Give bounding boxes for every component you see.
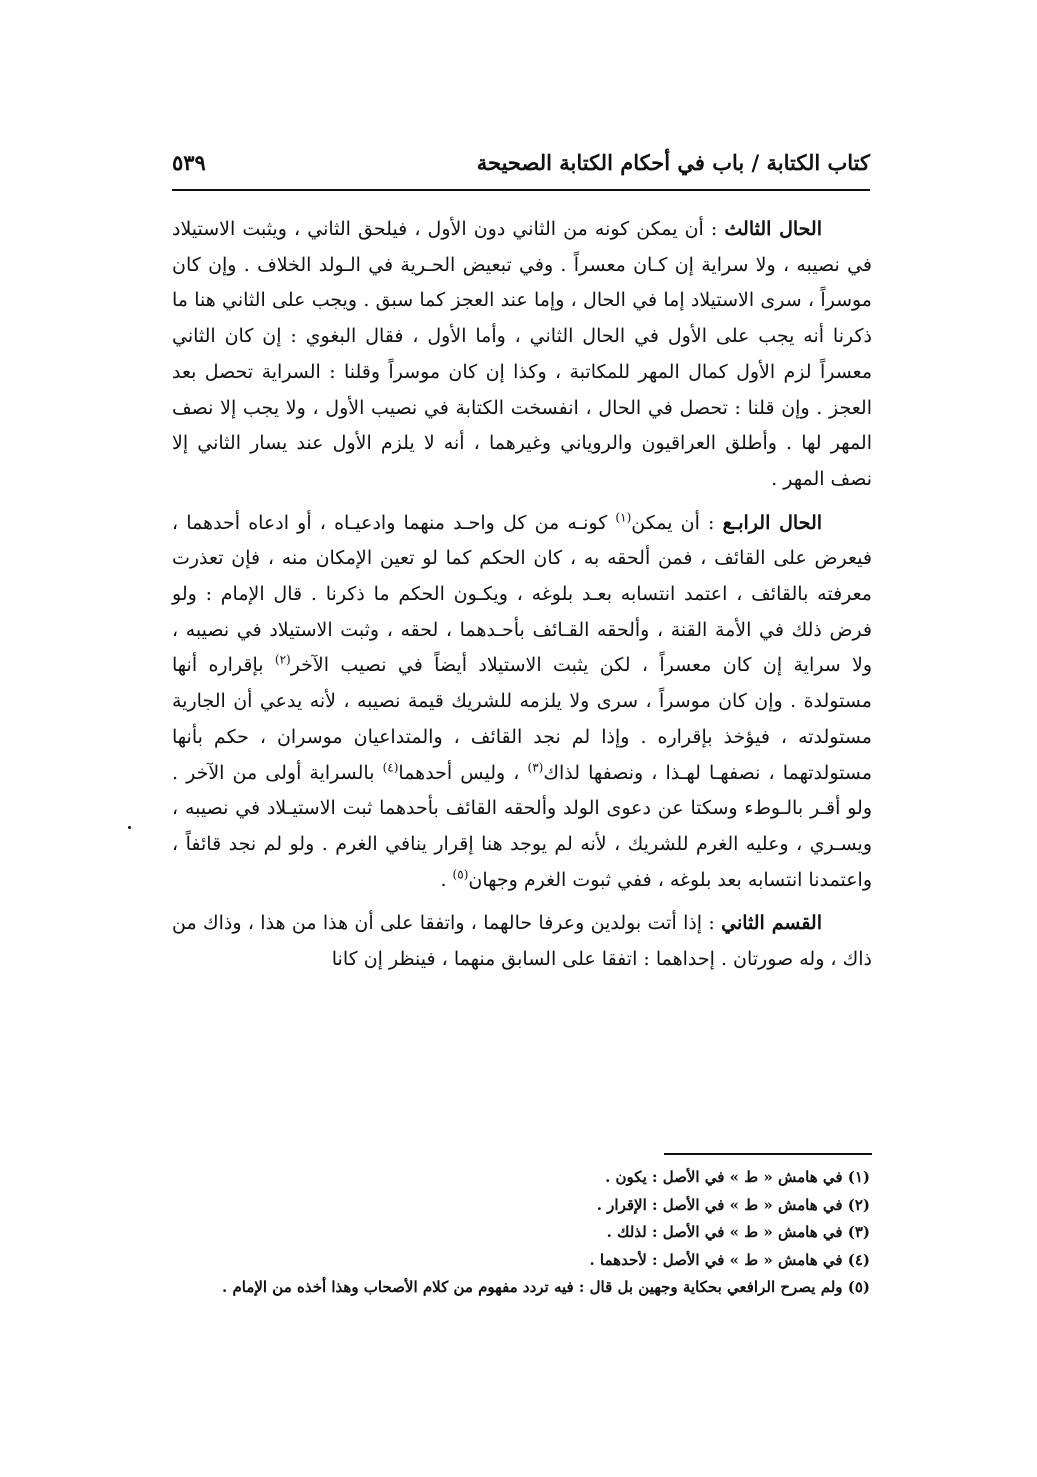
paragraph-text: بإقراره أنها مستولدة . وإن كان موسراً ، سرى ولا يلزمه للشريك قيمة نصيبه ، لأنه يدعي أن الجارية مستولدته ، فيؤخذ بإقراره . وإذا لم نجد القائف ، والمتداعيان موسران ، حكم بأنها مستولدتهما ، نصفهـا لهـذا ، ونصفها لذاك bbox=[172, 654, 872, 784]
paragraph-text: : إذا أتت بولدين وعرفا حالهما ، واتفقا على أن هذا من هذا ، وذاك من ذاك ، وله صورتان . إحداهما : اتفقا على السابق منهما ، فينظر إن كانا bbox=[172, 912, 872, 971]
paragraph-third-case bbox=[172, 212, 872, 498]
footnote-2: (٢) في هامش « ط » في الأصل : الإقرار . bbox=[596, 1195, 870, 1214]
footnotes bbox=[160, 1164, 870, 1302]
footnote-divider bbox=[664, 1153, 872, 1155]
footnote-4: (٤) في هامش « ط » في الأصل : لأحدهما . bbox=[589, 1250, 870, 1269]
footnote-ref: (٥) bbox=[452, 867, 469, 882]
paragraph-fourth-case bbox=[172, 506, 872, 899]
header-divider bbox=[172, 189, 870, 191]
footnote-ref: (٢) bbox=[274, 653, 291, 668]
paragraph-label: الحال الثالث bbox=[724, 218, 823, 240]
paragraph-text: : أن يمكن bbox=[631, 511, 723, 534]
footnote-ref: (١) bbox=[615, 510, 632, 525]
footnote-5: (٥) ولم يصرح الرافعي بحكاية وجهين بل قال : فيه تردد مفهوم من كلام الأصحاب وهذا أخذه من الإمام . bbox=[222, 1278, 870, 1297]
paragraph-text: بالسراية أولى من الآخر . ولو أقـر بالـوطء وسكتا عن دعوى الولد وألحقه القائف بأحدهما ثبت الاستيـلاد في نصيبه ، ويسـري ، وعليه الغرم للشريك ، لأنه لم يوجد هنا إقرار ينافي الغرم . ولو لم نجد قائفاً ، واعتمدنا انتسابه بعد بلوغه ، ففي ثبوت الغرم وجهان bbox=[172, 761, 872, 891]
paragraph-second-section bbox=[172, 906, 872, 977]
paragraph-label: القسم الثاني bbox=[721, 912, 823, 935]
page-number: ٥٣٩ bbox=[172, 150, 206, 175]
footnote-1: (١) في هامش « ط » في الأصل : يكون . bbox=[605, 1168, 870, 1186]
paragraph-text: . bbox=[440, 868, 453, 891]
paragraph-label: الحال الرابـع bbox=[722, 511, 823, 534]
footnote-ref: (٤) bbox=[382, 760, 399, 775]
main-text bbox=[172, 212, 872, 986]
footnote-ref: (٣) bbox=[527, 760, 544, 775]
chapter-title: كتاب الكتابة / باب في أحكام الكتابة الصحيحة bbox=[476, 150, 870, 175]
footnote-3: (٣) في هامش « ط » في الأصل : لذلك . bbox=[606, 1223, 870, 1242]
paragraph-text: ، وليس أحدهما bbox=[398, 761, 528, 784]
running-header bbox=[172, 150, 870, 190]
paragraph-text: كونـه من كل واحـد منهما وادعيـاه ، أو ادعاه أحدهما ، فيعرض على القائف ، فمن ألحقه به ، كان الحكم كما لو تعين الإمكان منه ، فإن تعذرت معرفته بالقائف ، اعتمد انتسابه بعـد بلوغه ، ويكـون الحكم ما ذكرنا . قال الإمام : ولو فرض ذلك في الأمة القنة ، وألحقه القـائف بأحـدهما ، لحقه ، وثبت الاستيلاد في نصيبه ، ولا سراية إن كان معسراً ، لكن يثبت الاستيلاد أيضاً في نصيب الآخر bbox=[172, 511, 872, 677]
scan-speck bbox=[128, 826, 131, 829]
paragraph-text: : أن يمكن كونه من الثاني دون الأول ، فيلحق الثاني ، ويثبت الاستيلاد في نصيبه ، ولا سراية إن كـان معسراً . وفي تبعيض الحـرية في الـولد الخلاف . وإن كان موسراً ، سرى الاستيلاد إما في الحال ، وإما عند العجز كما سبق . ويجب على الثاني هنا ما ذكرنا أنه يجب على الأول في الحال الثاني ، وأما الأول ، فقال البغوي : إن كان الثاني معسراً لزم الأول كمال المهر للمكاتبة ، وكذا إن كان موسراً وقلنا : السراية تحصل بعد العجز . وإن قلنا : تحصل في الحال ، انفسخت الكتابة في نصيب الأول ، ولا يجب إلا نصف المهر لها . وأطلق العراقيون والروياني وغيرهما ، أنه لا يلزم الأول عند يسار الثاني إلا نصف المهر . bbox=[172, 218, 872, 490]
